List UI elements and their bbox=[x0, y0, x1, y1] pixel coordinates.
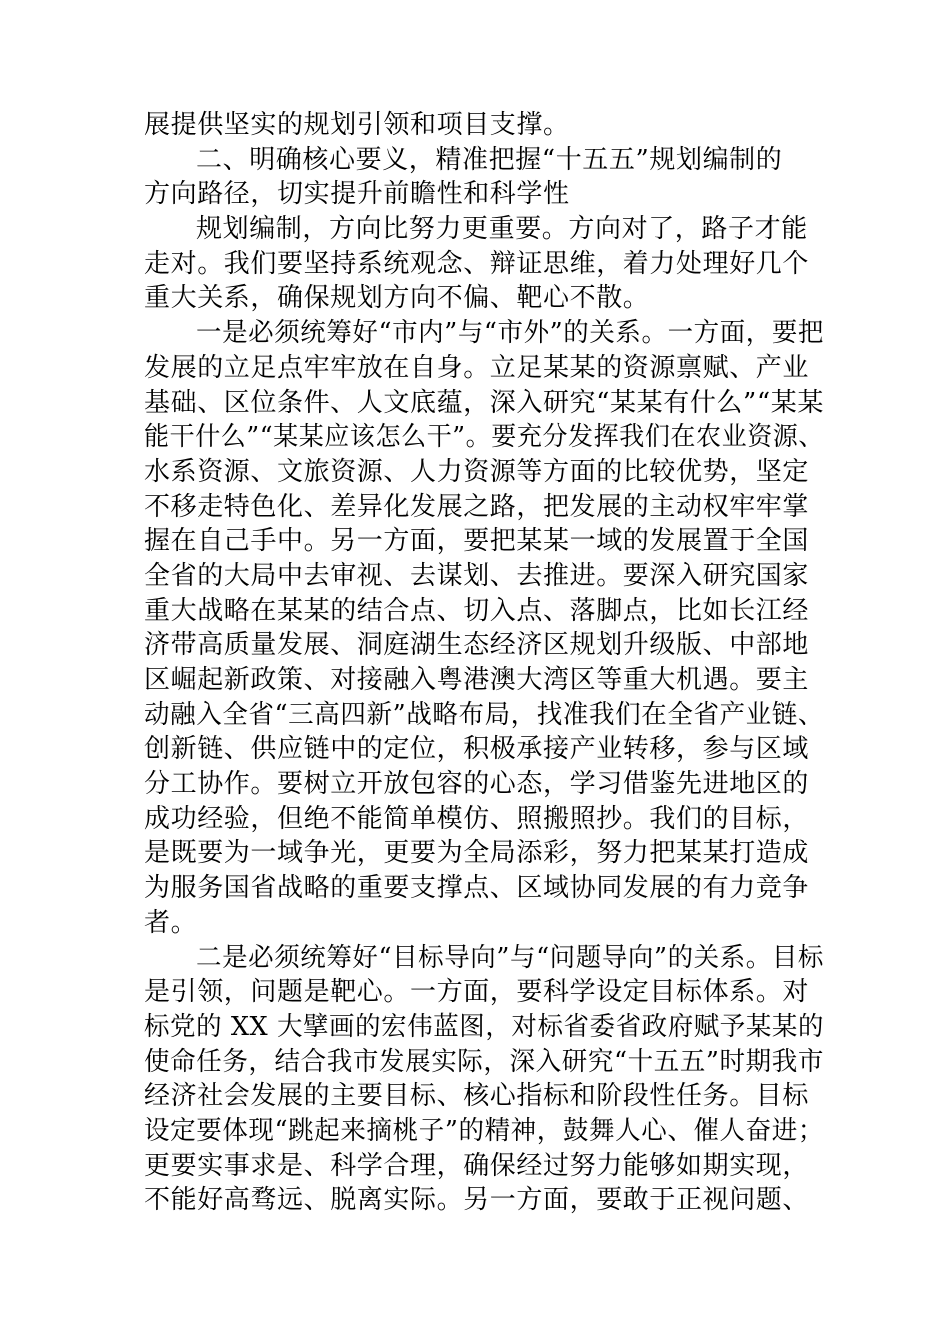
text-line: 区崛起新政策、对接融入粤港澳大湾区等重大机遇。要主 bbox=[144, 665, 810, 695]
text-line: 更要实事求是、科学合理，确保经过努力能够如期实现， bbox=[144, 1150, 810, 1181]
text-line: 不移走特色化、差异化发展之路，把发展的主动权牢牢掌 bbox=[144, 491, 810, 522]
text-line: 规划编制，方向比努力更重要。方向对了，路子才能 bbox=[196, 214, 808, 245]
document-body bbox=[144, 108, 824, 1218]
text-line: 重大战略在某某的结合点、切入点、落脚点，比如长江经 bbox=[144, 595, 810, 626]
text-line: 不能好高骛远、脱离实际。另一方面，要敢于正视问题、 bbox=[144, 1185, 810, 1216]
text-line: 握在自己手中。另一方面，要把某某一域的发展置于全国 bbox=[144, 526, 810, 557]
text-line: 方向路径，切实提升前瞻性和科学性 bbox=[144, 179, 570, 210]
text-line: 是引领，问题是靶心。一方面，要科学设定目标体系。对 bbox=[144, 977, 810, 1008]
text-line: 走对。我们要坚持系统观念、辩证思维，着力处理好几个 bbox=[144, 248, 810, 279]
text-line: 二、明确核心要义，精准把握“十五五”规划编制的 bbox=[196, 144, 783, 175]
text-line: 标党的 XX 大擘画的宏伟蓝图，对标省委省政府赋予某某的 bbox=[144, 1011, 824, 1042]
text-line: 使命任务，结合我市发展实际，深入研究“十五五”时期我市 bbox=[144, 1046, 824, 1077]
text-line: 重大关系，确保规划方向不偏、靶心不散。 bbox=[144, 283, 650, 314]
text-line: 分工协作。要树立开放包容的心态，学习借鉴先进地区的 bbox=[144, 769, 810, 800]
text-line: 济带高质量发展、洞庭湖生态经济区规划升级版、中部地 bbox=[144, 630, 810, 661]
text-line: 者。 bbox=[144, 907, 198, 938]
text-line: 水系资源、文旅资源、人力资源等方面的比较优势，坚定 bbox=[144, 456, 810, 487]
text-line: 能干什么”“某某应该怎么干”。要充分发挥我们在农业资源、 bbox=[144, 422, 824, 453]
text-line: 基础、区位条件、人文底蕴，深入研究“某某有什么”“某某 bbox=[144, 387, 824, 418]
text-line: 动融入全省“三高四新”战略布局，找准我们在全省产业链、 bbox=[144, 699, 824, 730]
text-line: 展提供坚实的规划引领和项目支撑。 bbox=[144, 110, 570, 140]
text-line: 创新链、供应链中的定位，积极承接产业转移，参与区域 bbox=[144, 734, 810, 765]
text-line: 一是必须统筹好“市内”与“市外”的关系。一方面，要把 bbox=[196, 318, 824, 349]
text-line: 二是必须统筹好“目标导向”与“问题导向”的关系。目标 bbox=[196, 942, 824, 973]
text-line: 是既要为一域争光，更要为全局添彩，努力把某某打造成 bbox=[144, 838, 810, 869]
text-line: 为服务国省战略的重要支撑点、区域协同发展的有力竞争 bbox=[144, 873, 810, 904]
text-line: 设定要体现“跳起来摘桃子”的精神，鼓舞人心、催人奋进； bbox=[144, 1115, 824, 1146]
text-line: 经济社会发展的主要目标、核心指标和阶段性任务。目标 bbox=[144, 1081, 810, 1112]
text-line: 全省的大局中去审视、去谋划、去推进。要深入研究国家 bbox=[144, 560, 810, 591]
text-line: 发展的立足点牢牢放在自身。立足某某的资源禀赋、产业 bbox=[144, 352, 810, 383]
text-line: 成功经验，但绝不能简单模仿、照搬照抄。我们的目标， bbox=[144, 803, 810, 834]
